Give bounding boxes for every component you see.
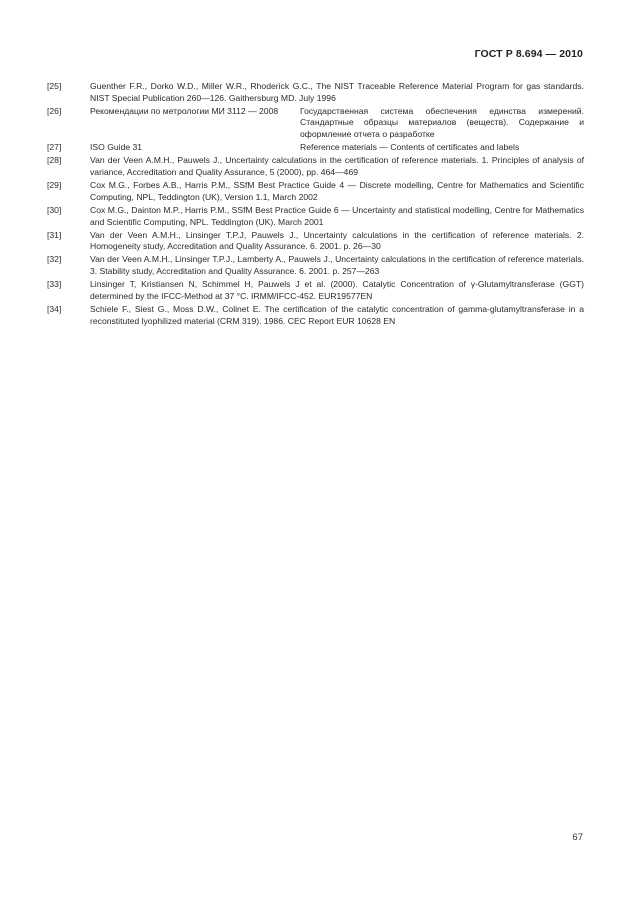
reference-item (47, 304, 584, 327)
reference-number: [32] (47, 254, 62, 265)
reference-item (47, 279, 584, 302)
reference-number: [33] (47, 279, 62, 290)
reference-text: Van der Veen A.M.H., Linsinger T.P.J, Pauwels J., Uncertainty calculations in the certification of reference materials. 2. Homogeneity study, Accreditation and Quality Assurance. 6. 2001. p. 26—30 (90, 229, 584, 252)
reference-item (47, 254, 584, 277)
reference-number: [27] (47, 142, 62, 153)
reference-text: Cox M.G., Dainton M.P., Harris P.M., SSfM Best Practice Guide 6 — Uncertainty and statistical modelling, Centre for Mathematics and Scientific Computing, NPL. Teddington (UK). March 2001 (90, 204, 584, 227)
reference-designation: ISO Guide 31 (90, 142, 143, 153)
document-standard-header: ГОСТ Р 8.694 — 2010 (474, 48, 583, 60)
reference-item (47, 81, 584, 104)
reference-number: [25] (47, 81, 62, 91)
reference-text: Guenther F.R., Dorko W.D., Miller W.R., Rhoderick G.C., The NIST Traceable Reference Material Program for gas standards. NIST Special Publication 260—126. Gaithersburg MD. July 1996 (90, 81, 584, 103)
reference-text: Van der Veen A.M.H., Linsinger T.P.J., Lamberty A., Pauwels J., Uncertainty calculations in the certification of reference materials. 3. Stability study, Accreditation and Quality Assurance. 6. 2001. p. 257—263 (90, 254, 584, 277)
reference-title: Reference materials — Contents of certificates and labels (300, 142, 520, 153)
reference-item (47, 205, 584, 228)
reference-item (47, 106, 584, 141)
reference-number: [31] (47, 229, 62, 240)
reference-number: [30] (47, 204, 62, 215)
reference-number: [28] (47, 155, 62, 166)
reference-designation: Рекомендации по метрологии МИ 3112 — 2008 (90, 105, 279, 116)
reference-text: Cox M.G., Forbes A.B., Harris P.M., SSfM Best Practice Guide 4 — Discrete modelling, Centre for Mathematics and Scientific Computing, NPL, Teddington (UK), Version 1.1, March 2002 (90, 180, 584, 202)
reference-item (47, 142, 584, 154)
reference-item (47, 230, 584, 253)
reference-item (47, 180, 584, 203)
reference-number: [34] (47, 304, 62, 315)
reference-text: Van der Veen A.M.H., Pauwels J., Uncertainty calculations in the certification of reference materials. 1. Principles of analysis of variance, Accreditation and Quality Assurance, 5 (2000), pp. 464—469 (90, 155, 584, 177)
reference-number: [26] (47, 105, 62, 116)
reference-title: Государственная система обеспечения единства измерений. Стандартные образцы материалов (веществ). Содержание и оформление отчета о разработке (300, 105, 584, 139)
reference-split (90, 106, 584, 141)
reference-item (47, 155, 584, 178)
reference-text: Linsinger T, Kristiansen N, Schimmel H, Pauwels J et al. (2000). Catalytic Concentration of γ-Glutamyltransferase (GGT) determined by the IFCC-Method at 37 °C. IRMM/IFCC-452. EUR19577EN (90, 279, 584, 301)
page-number: 67 (572, 832, 583, 843)
bibliography-list (47, 81, 584, 329)
reference-number: [29] (47, 180, 62, 191)
reference-text: Schiele F., Siest G., Moss D.W., Colinet E. The certification of the catalytic concentration of gamma-glutamyltransferase in a reconstituted lyophilized material (CRM 319). 1986. CEC Report EUR 10628 EN (90, 304, 584, 326)
reference-split (90, 142, 584, 154)
